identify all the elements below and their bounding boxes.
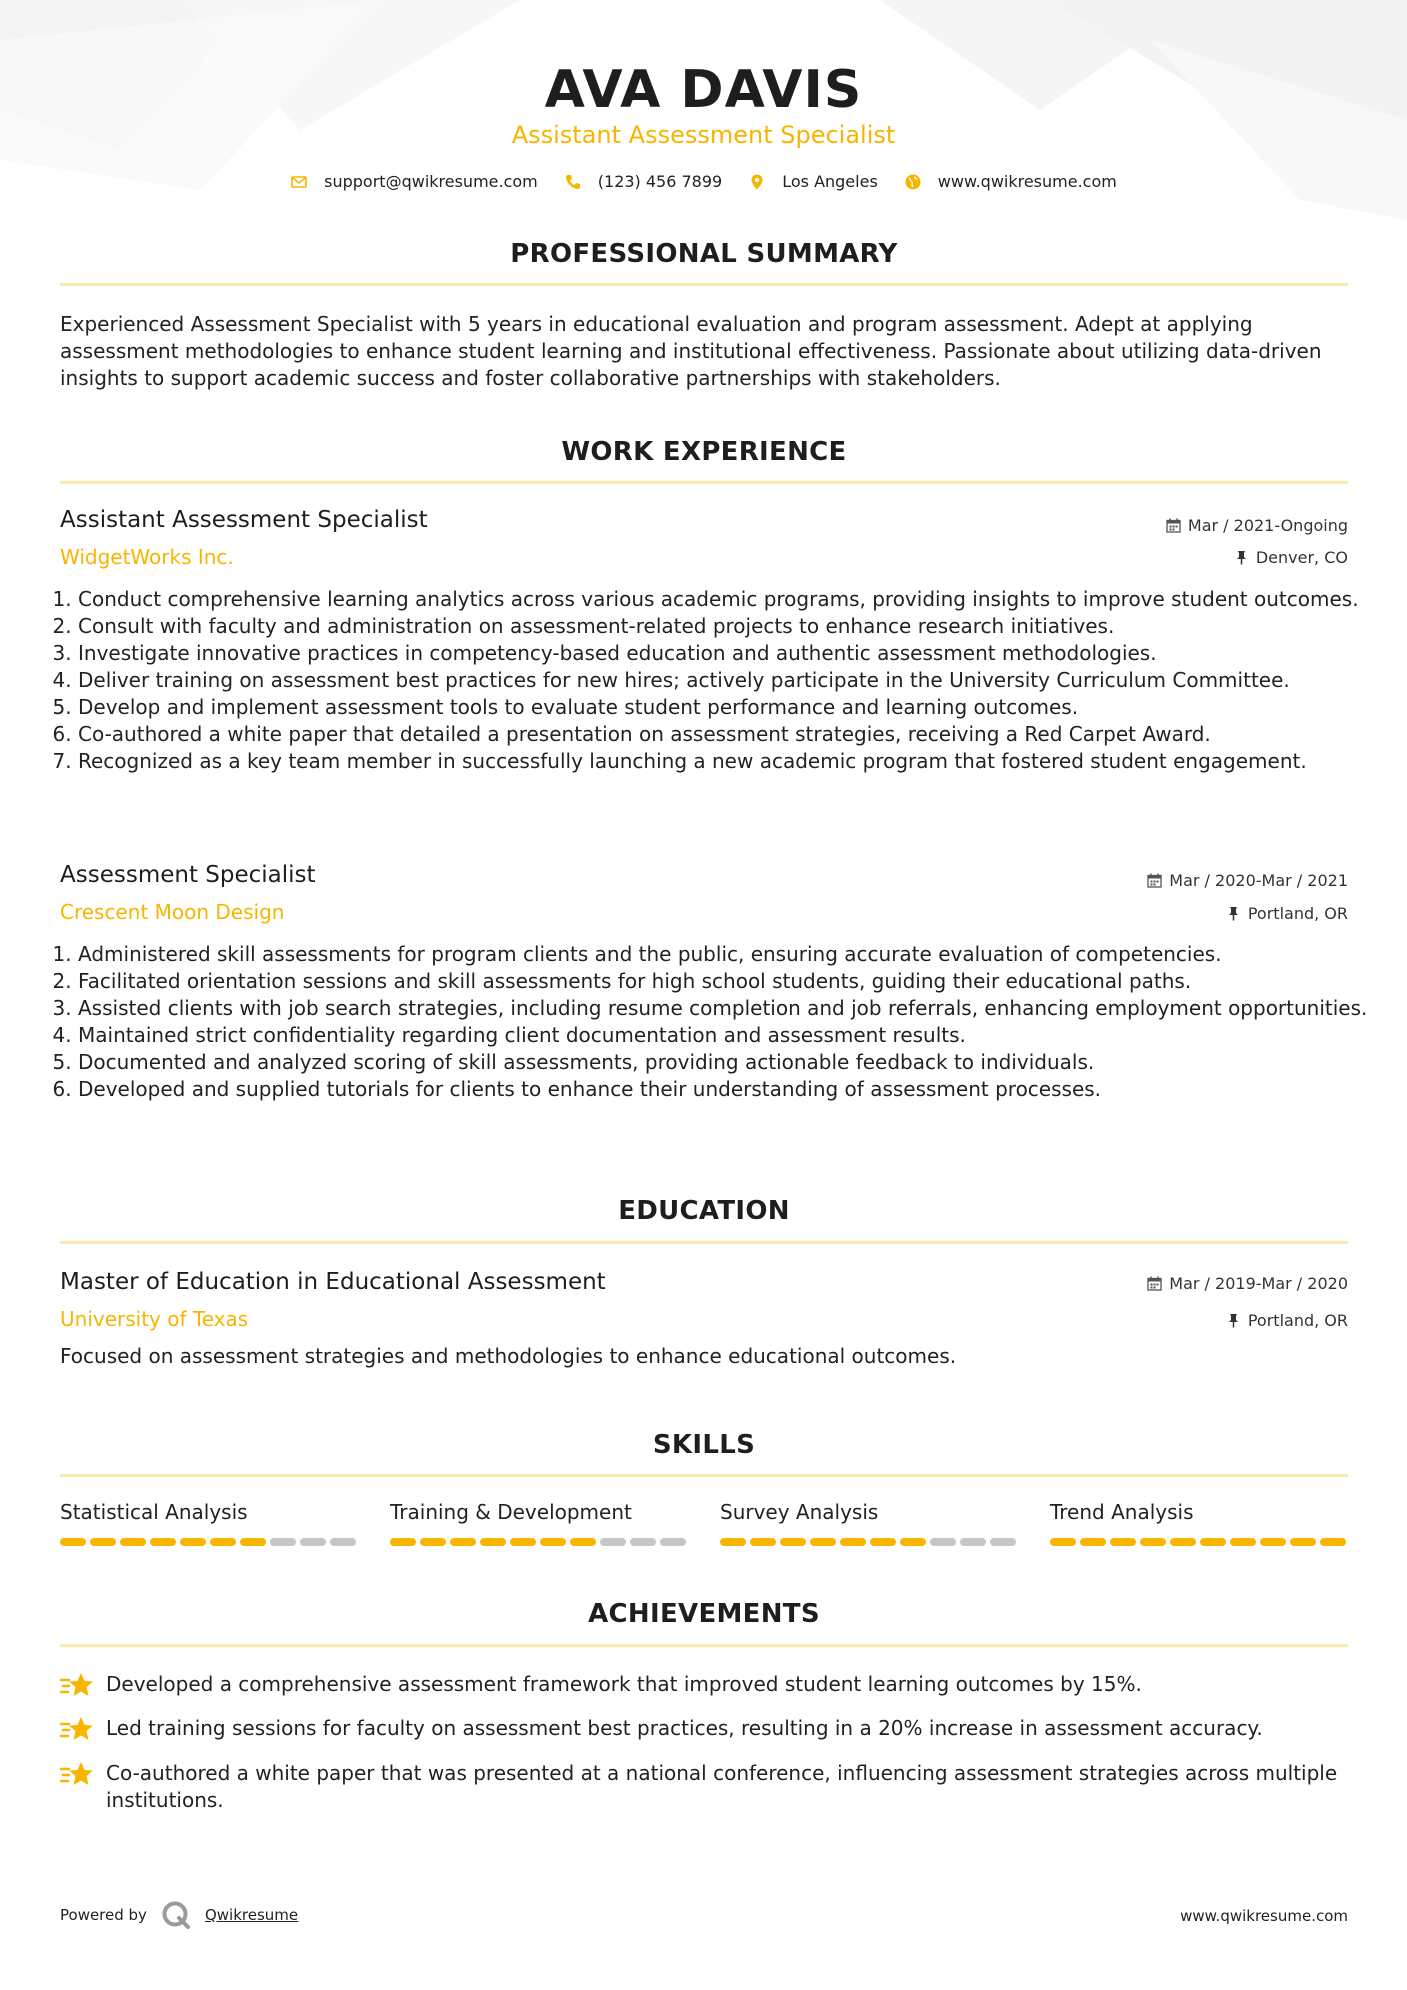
skill-dot-filled <box>1170 1538 1196 1546</box>
footer-website[interactable]: www.qwikresume.com <box>1180 1907 1348 1925</box>
skill-dot-filled <box>180 1538 206 1546</box>
contact-phone[interactable] <box>564 172 722 191</box>
job-bullet: 6. Developed and supplied tutorials for clients to enhance their understanding of assessment processes. <box>78 1076 1368 1103</box>
job-dates-text: Mar / 2021-Ongoing <box>1187 516 1348 535</box>
skill-dot-filled <box>1080 1538 1106 1546</box>
job-title: Assistant Assessment Specialist <box>60 507 428 533</box>
footer-powered-by <box>60 1900 298 1930</box>
achievement-text: Developed a comprehensive assessment framework that improved student learning outcomes by 15%. <box>106 1672 1142 1696</box>
candidate-name: AVA DAVIS <box>544 60 863 120</box>
skill-dot-filled <box>750 1538 776 1546</box>
job-location <box>1234 548 1348 567</box>
skills-list <box>60 1500 1350 1546</box>
contact-location <box>748 172 878 191</box>
skill-dot-filled <box>570 1538 596 1546</box>
achievement-text: Led training sessions for faculty on assessment best practices, resulting in a 20% increase in assessment accuracy. <box>106 1716 1263 1740</box>
job-bullet: 2. Facilitated orientation sessions and skill assessments for high school students, guiding their educational paths. <box>78 968 1368 995</box>
skill-name: Trend Analysis <box>1050 1500 1194 1524</box>
skill-dot-filled <box>510 1538 536 1546</box>
star-icon <box>60 1715 94 1745</box>
job-bullet: 6. Co-authored a white paper that detailed a presentation on assessment strategies, receiving a Red Carpet Award. <box>78 721 1368 748</box>
qwikresume-logo-icon <box>161 1900 191 1930</box>
skill-dot-filled <box>1050 1538 1076 1546</box>
achievement-item <box>60 1715 1350 1745</box>
job-bullet: 1. Administered skill assessments for program clients and the public, ensuring accurate evaluation of competencies. <box>78 941 1368 968</box>
skill-dot-empty <box>330 1538 356 1546</box>
job-bullet: 5. Documented and analyzed scoring of skill assessments, providing actionable feedback to individuals. <box>78 1049 1368 1076</box>
job-bullet: 4. Maintained strict confidentiality regarding client documentation and assessment results. <box>78 1022 1368 1049</box>
experience-heading: WORK EXPERIENCE <box>561 437 847 467</box>
skill-dot-filled <box>840 1538 866 1546</box>
job-title: Assessment Specialist <box>60 862 316 888</box>
powered-by-label: Powered by <box>60 1906 147 1924</box>
skill-dot-filled <box>210 1538 236 1546</box>
job-bullet: 2. Consult with faculty and administration on assessment-related projects to enhance research initiatives. <box>78 613 1368 640</box>
skill-dot-filled <box>1140 1538 1166 1546</box>
candidate-title: Assistant Assessment Specialist <box>511 121 896 149</box>
job-bullet: 5. Develop and implement assessment tools to evaluate student performance and learning outcomes. <box>78 694 1368 721</box>
skill-dot-empty <box>630 1538 656 1546</box>
skill-name: Statistical Analysis <box>60 1500 248 1524</box>
skill-dot-filled <box>1230 1538 1256 1546</box>
education-heading: EDUCATION <box>618 1196 790 1226</box>
skill-dot-empty <box>660 1538 686 1546</box>
brand-link[interactable]: Qwikresume <box>204 1906 299 1924</box>
skill-dot-filled <box>240 1538 266 1546</box>
skill-dot-empty <box>990 1538 1016 1546</box>
job-bullet: 7. Recognized as a key team member in successfully launching a new academic program that fostered student engagement. <box>78 748 1368 775</box>
skill-dot-filled <box>390 1538 416 1546</box>
globe-icon <box>904 173 922 191</box>
job-bullets <box>60 586 1368 775</box>
achievement-item <box>60 1760 1350 1814</box>
contact-bar <box>0 172 1407 191</box>
skill-dot-filled <box>480 1538 506 1546</box>
skill-dot-filled <box>120 1538 146 1546</box>
achievement-item <box>60 1671 1350 1701</box>
skills-heading: SKILLS <box>652 1430 756 1460</box>
job-bullet: 4. Deliver training on assessment best practices for new hires; actively participate in the University Curriculum Committee. <box>78 667 1368 694</box>
skill-name: Survey Analysis <box>720 1500 879 1524</box>
section-divider <box>60 1241 1348 1244</box>
section-divider <box>60 283 1348 286</box>
skill-dot-filled <box>720 1538 746 1546</box>
job-dates-text: Mar / 2020-Mar / 2021 <box>1169 871 1348 890</box>
skill-dot-empty <box>600 1538 626 1546</box>
education-location-text: Portland, OR <box>1247 1311 1348 1330</box>
section-divider <box>60 1644 1348 1647</box>
contact-email[interactable] <box>290 172 538 191</box>
summary-heading: PROFESSIONAL SUMMARY <box>510 239 898 269</box>
skill-dot-empty <box>270 1538 296 1546</box>
contact-website-text: www.qwikresume.com <box>937 172 1117 191</box>
skill-rating <box>1050 1538 1350 1546</box>
skill-dot-empty <box>960 1538 986 1546</box>
education-degree: Master of Education in Educational Assessment <box>60 1269 606 1295</box>
skill-dot-filled <box>1200 1538 1226 1546</box>
star-icon <box>60 1760 94 1790</box>
job-bullet: 3. Investigate innovative practices in competency-based education and authentic assessment methodologies. <box>78 640 1368 667</box>
envelope-icon <box>290 173 308 191</box>
skill-dot-empty <box>930 1538 956 1546</box>
skill-dot-filled <box>450 1538 476 1546</box>
education-dates-text: Mar / 2019-Mar / 2020 <box>1169 1274 1348 1293</box>
skill-rating <box>720 1538 1050 1546</box>
achievement-text: Co-authored a white paper that was presented at a national conference, influencing assessment strategies across multiple institutions. <box>106 1761 1338 1812</box>
contact-phone-text: (123) 456 7899 <box>597 172 723 191</box>
skill-dot-filled <box>60 1538 86 1546</box>
job-bullets <box>60 941 1368 1103</box>
job-dates <box>1166 516 1348 535</box>
calendar-icon <box>1166 518 1181 533</box>
skill-dot-filled <box>150 1538 176 1546</box>
skill-dot-filled <box>1320 1538 1346 1546</box>
calendar-icon <box>1147 873 1162 888</box>
job-company: WidgetWorks Inc. <box>60 545 234 569</box>
skill-dot-filled <box>420 1538 446 1546</box>
education-school: University of Texas <box>60 1307 249 1331</box>
phone-icon <box>564 173 582 191</box>
star-icon <box>60 1671 94 1701</box>
job-bullet: 3. Assisted clients with job search strategies, including resume completion and job referrals, enhancing employment opportunities. <box>78 995 1368 1022</box>
education-location <box>1226 1311 1348 1330</box>
job-location <box>1226 904 1348 923</box>
skill-item <box>390 1500 720 1546</box>
skill-item <box>60 1500 390 1546</box>
pushpin-icon <box>1226 1313 1241 1328</box>
job-location-text: Portland, OR <box>1247 904 1348 923</box>
location-pin-icon <box>748 173 766 191</box>
job-bullet: 1. Conduct comprehensive learning analytics across various academic programs, providing insights to improve student outcomes. <box>78 586 1368 613</box>
skill-dot-filled <box>1260 1538 1286 1546</box>
pushpin-icon <box>1226 906 1241 921</box>
skill-dot-filled <box>900 1538 926 1546</box>
skill-dot-filled <box>870 1538 896 1546</box>
skill-dot-filled <box>810 1538 836 1546</box>
pushpin-icon <box>1234 550 1249 565</box>
contact-location-text: Los Angeles <box>782 172 878 191</box>
job-location-text: Denver, CO <box>1255 548 1348 567</box>
summary-text: Experienced Assessment Specialist with 5 years in educational evaluation and program assessment. Adept at applying assessment methodologies to enhance student learning and institutional effectiveness. Passionate about utilizing data-driven insights to support academic success and foster collaborative partnerships with stakeholders. <box>60 312 1322 390</box>
skill-dot-empty <box>300 1538 326 1546</box>
skill-dot-filled <box>1290 1538 1316 1546</box>
calendar-icon <box>1147 1276 1162 1291</box>
skill-item <box>1050 1500 1350 1546</box>
skill-dot-filled <box>90 1538 116 1546</box>
contact-website[interactable] <box>904 172 1117 191</box>
skill-item <box>720 1500 1050 1546</box>
education-dates <box>1147 1274 1348 1293</box>
section-divider <box>60 1474 1348 1477</box>
job-company: Crescent Moon Design <box>60 900 285 924</box>
skill-dot-filled <box>780 1538 806 1546</box>
job-dates <box>1147 871 1348 890</box>
education-description: Focused on assessment strategies and methodologies to enhance educational outcomes. <box>60 1344 957 1368</box>
skill-rating <box>390 1538 720 1546</box>
skill-rating <box>60 1538 390 1546</box>
skill-name: Training & Development <box>390 1500 632 1524</box>
skill-dot-filled <box>540 1538 566 1546</box>
section-divider <box>60 481 1348 484</box>
skill-dot-filled <box>1110 1538 1136 1546</box>
contact-email-text: support@qwikresume.com <box>324 172 538 191</box>
achievements-heading: ACHIEVEMENTS <box>588 1599 820 1629</box>
